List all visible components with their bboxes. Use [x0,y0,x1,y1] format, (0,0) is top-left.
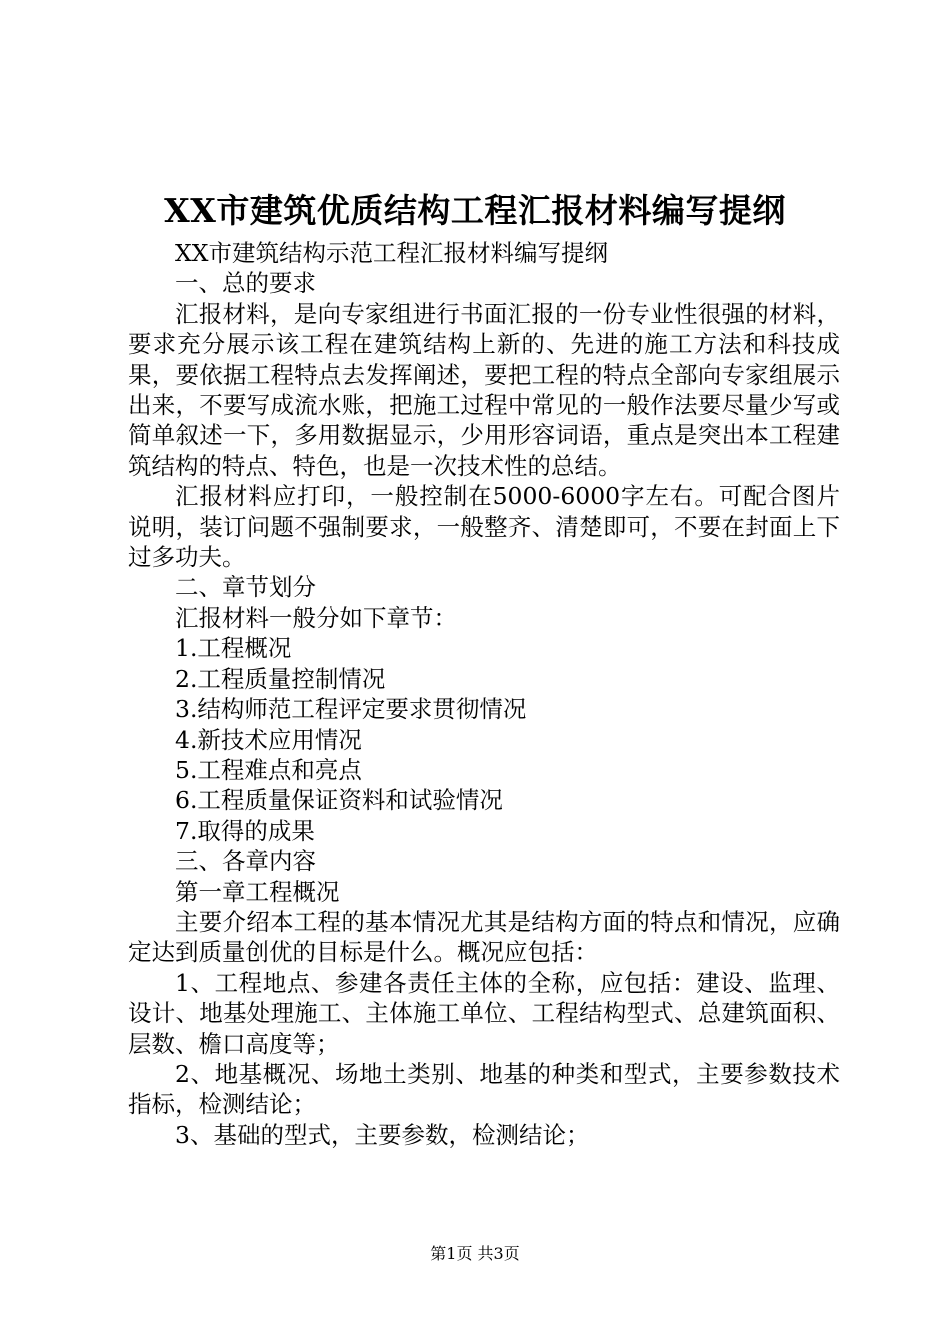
list-item: 6.工程质量保证资料和试验情况 [175,786,503,815]
document-body [128,238,840,1150]
list-item: 2.工程质量控制情况 [175,664,386,693]
list-item: 4.新技术应用情况 [175,725,362,754]
section-heading: 二、章节划分 [175,573,316,602]
section-heading: 一、总的要求 [175,269,316,298]
paragraph: 2、地基概况、场地土类别、地基的种类和型式，主要参数技术指标，检测结论； [128,1059,840,1119]
paragraph: 汇报材料一般分如下章节： [175,603,457,632]
paragraph: 1、工程地点、参建各责任主体的全称，应包括：建设、监理、设计、地基处理施工、主体施工单位、工程结构型式、总建筑面积、层数、檐口高度等； [128,968,840,1058]
document-title: XX市建筑优质结构工程汇报材料编写提纲 [164,191,786,230]
chapter-heading: 第一章工程概况 [175,877,340,906]
list-item: 3.结构师范工程评定要求贯彻情况 [175,695,527,724]
list-item: 1.工程概况 [175,634,292,663]
list-item: 7.取得的成果 [175,816,315,845]
paragraph: 汇报材料应打印，一般控制在5000-6000字左右。可配合图片说明，装订问题不强制要求，一般整齐、清楚即可，不要在封面上下过多功夫。 [128,482,840,572]
page-footer: 第1页 共3页 [430,1244,520,1263]
paragraph: 主要介绍本工程的基本情况尤其是结构方面的特点和情况，应确定达到质量创优的目标是什么。概况应包括： [128,907,840,967]
paragraph: 3、基础的型式，主要参数，检测结论； [175,1120,590,1149]
section-heading: 三、各章内容 [175,847,316,876]
paragraph: 汇报材料，是向专家组进行书面汇报的一份专业性很强的材料，要求充分展示该工程在建筑结构上新的、先进的施工方法和科技成果，要依据工程特点去发挥阐述，要把工程的特点全部向专家组展示出来，不要写成流水账，把施工过程中常见的一般作法要尽量少写或简单叙述一下，多用数据显示，少用形容词语，重点是突出本工程建筑结构的特点、特色，也是一次技术性的总结。 [128,299,840,480]
subtitle-line: XX市建筑结构示范工程汇报材料编写提纲 [175,239,608,267]
list-item: 5.工程难点和亮点 [175,755,362,784]
